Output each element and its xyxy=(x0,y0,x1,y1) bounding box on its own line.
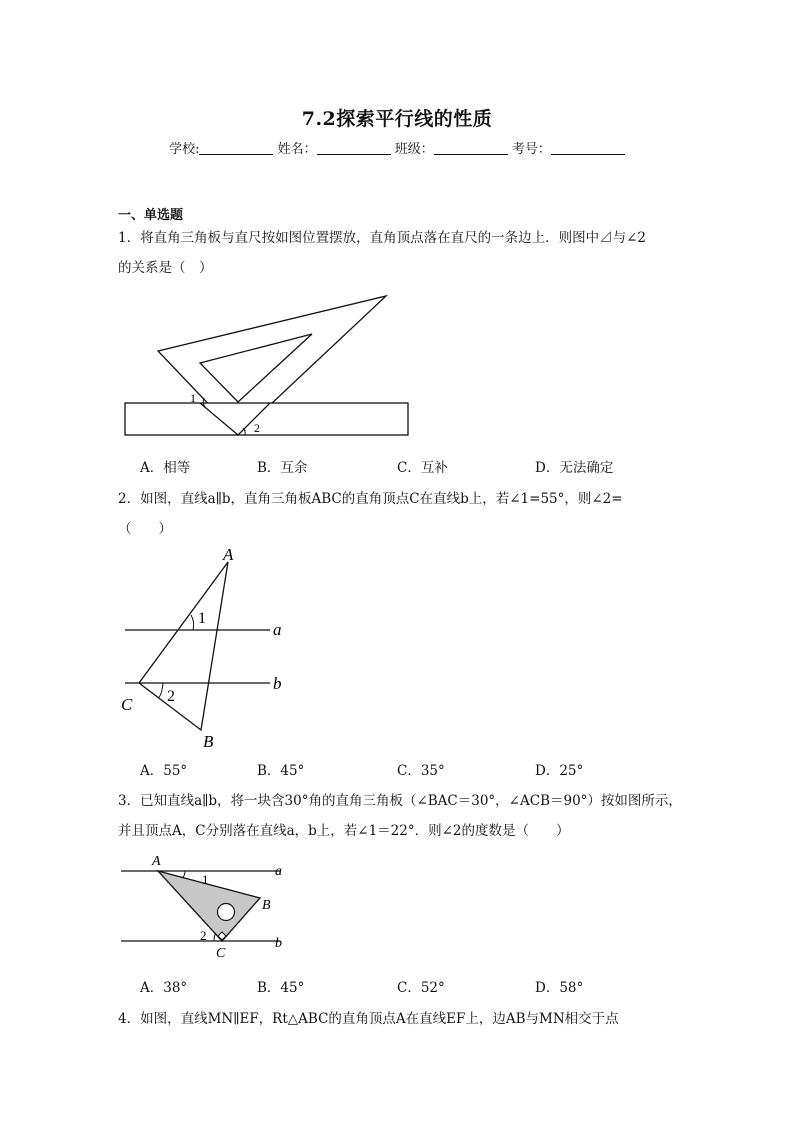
line-b-label: b xyxy=(275,936,282,951)
vertex-a-label: A xyxy=(152,854,161,869)
question-1-figure xyxy=(120,290,420,445)
triangle-abc xyxy=(139,562,228,730)
angle-2-label: 2 xyxy=(200,928,207,943)
vertex-c-label: C xyxy=(216,946,226,961)
exam-number-blank xyxy=(551,140,625,155)
student-info-line xyxy=(0,138,794,157)
question-4-line-1: 4．如图，直线MN∥EF，Rt△ABC的直角顶点A在直线EF上，边AB与MN相交于点 xyxy=(118,1011,619,1027)
q1-choice-d[interactable]: D．无法确定 xyxy=(535,460,614,476)
question-3-line-1: 3．已知直线a∥b，将一块含30°角的直角三角板（∠BAC＝30°，∠ACB＝90°）按如图所示， xyxy=(118,793,682,809)
angle-1-label: 1 xyxy=(190,391,196,405)
exam-number-label: 考号： xyxy=(511,142,551,157)
set-square-inner xyxy=(200,334,312,402)
q1-choice-c[interactable]: C．互补 xyxy=(397,460,448,476)
vertex-b-label: B xyxy=(262,898,271,913)
angle-2-label: 2 xyxy=(167,688,175,705)
vertex-a-label: A xyxy=(223,545,234,564)
question-3-choices xyxy=(140,976,700,996)
class-label: 班级： xyxy=(394,142,434,157)
triangle-hole xyxy=(218,904,235,921)
ruler xyxy=(125,403,408,435)
vertex-b-label: B xyxy=(203,732,214,751)
question-1-text xyxy=(118,223,678,283)
angle-2-arc xyxy=(214,933,216,941)
q3-choice-d[interactable]: D．58° xyxy=(535,980,584,996)
vertex-c-label: C xyxy=(121,695,133,714)
question-1-line-1: 1．将直角三角板与直尺按如图位置摆放，直角顶点落在直尺的一条边上．则图中⊿与∠2 xyxy=(118,230,646,246)
section-heading: 一、单选题 xyxy=(118,208,184,223)
angle-1-label: 1 xyxy=(198,610,206,627)
question-3-figure xyxy=(115,850,300,965)
question-1-line-2: 的关系是（ ） xyxy=(118,260,213,276)
angle-1-label: 1 xyxy=(202,872,209,887)
school-label: 学校: xyxy=(169,142,200,157)
question-3-text xyxy=(118,786,693,846)
angle-2-label: 2 xyxy=(254,421,260,435)
q2-choice-b[interactable]: B．45° xyxy=(257,763,305,779)
q3-choice-a[interactable]: A．38° xyxy=(140,980,188,996)
page-title: 7.2探索平行线的性质 xyxy=(301,108,493,130)
triangle-abc xyxy=(158,871,260,941)
q2-choice-a[interactable]: A．55° xyxy=(140,763,188,779)
question-2-figure xyxy=(115,540,300,755)
school-blank xyxy=(199,140,273,155)
name-blank xyxy=(317,140,391,155)
question-2-line-1: 2．如图，直线a∥b，直角三角板ABC的直角顶点C在直线b上，若∠1=55°，则∠2= xyxy=(118,491,623,507)
line-a-label: a xyxy=(275,864,282,879)
angle-2-arc xyxy=(158,683,163,698)
q3-choice-c[interactable]: C．52° xyxy=(397,980,445,996)
class-blank xyxy=(434,140,508,155)
q3-choice-b[interactable]: B．45° xyxy=(257,980,305,996)
question-3-line-2: 并且顶点A，C分别落在直线a，b上，若∠1＝22°．则∠2的度数是（ ） xyxy=(118,823,570,839)
q1-choice-b[interactable]: B．互余 xyxy=(257,460,308,476)
question-1-choices xyxy=(140,456,700,476)
angle-1-arc xyxy=(191,615,194,630)
question-4-text xyxy=(118,1004,678,1034)
q1-choice-a[interactable]: A．相等 xyxy=(140,460,191,476)
name-label: 姓名： xyxy=(277,142,317,157)
line-b-label: b xyxy=(273,674,282,693)
question-2-choices xyxy=(140,759,700,779)
q2-choice-d[interactable]: D．25° xyxy=(535,763,584,779)
line-a-label: a xyxy=(273,620,282,639)
question-2-line-2: （ ） xyxy=(118,521,172,537)
q2-choice-c[interactable]: C．35° xyxy=(397,763,445,779)
question-2-text xyxy=(118,484,678,544)
